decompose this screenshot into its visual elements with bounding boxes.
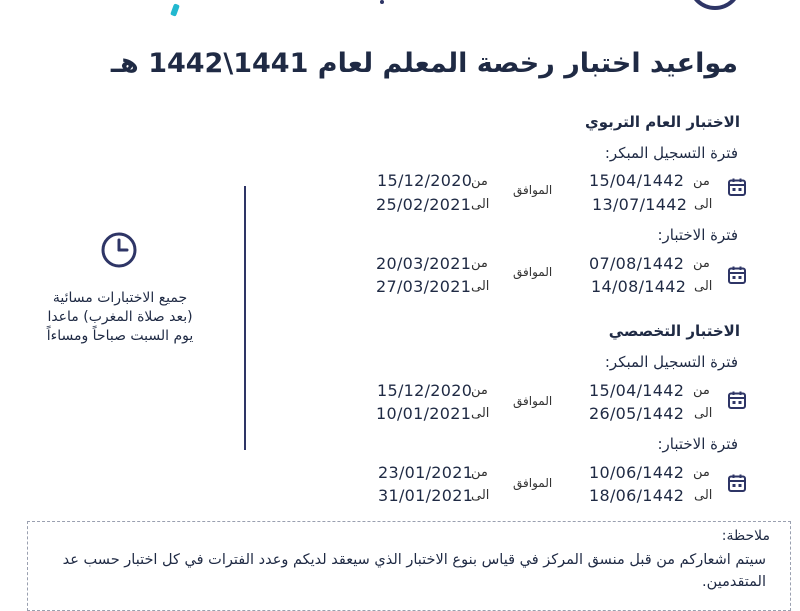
hijri-to: 13/07/1442 (592, 195, 688, 214)
hijri-to: 26/05/1442 (589, 404, 685, 423)
page-title: مواعيد اختبار رخصة المعلم لعام 1441\1442 هـ (110, 48, 738, 79)
greg-to: 10/01/2021 (376, 404, 472, 423)
greg-to: 31/01/2021 (378, 486, 474, 505)
greg-from: 20/03/2021 (376, 254, 472, 273)
greg-to: 25/02/2021 (376, 195, 472, 214)
from-label: من (471, 383, 488, 398)
evening-note (10, 289, 230, 346)
section-title-general: الاختبار العام التربوي (585, 113, 740, 131)
from-label: من (471, 174, 488, 189)
hijri-from: 10/06/1442 (589, 463, 685, 482)
match-label: الموافق (513, 476, 553, 490)
from-label: من (471, 465, 488, 480)
clock-icon (100, 231, 138, 269)
greg-from: 23/01/2021 (378, 463, 474, 482)
decor-dot (380, 0, 384, 4)
calendar-icon (727, 390, 747, 410)
from-label: من (471, 256, 488, 271)
to-label: الى (694, 197, 713, 212)
to-label: الى (471, 406, 490, 421)
logo-fragment (688, 0, 742, 10)
from-label: من (693, 174, 710, 189)
greg-from: 15/12/2020 (377, 381, 473, 400)
match-label: الموافق (513, 394, 553, 408)
hijri-from: 07/08/1442 (589, 254, 685, 273)
period-title: فترة الاختبار: (657, 435, 738, 453)
vertical-divider (244, 186, 246, 450)
accent-mark (170, 3, 180, 16)
hijri-to: 18/06/1442 (589, 486, 685, 505)
match-label: الموافق (513, 183, 553, 197)
hijri-to: 14/08/1442 (591, 277, 687, 296)
note-text: سيتم اشعاركم من قبل منسق المركز في قياس بنوع الاختبار الذي سيعقد لديكم وعدد الفترات في كل اختبار حسب عد المتقدمين. (62, 552, 766, 590)
to-label: الى (694, 279, 713, 294)
from-label: من (693, 256, 710, 271)
to-label: الى (694, 406, 713, 421)
from-label: من (693, 383, 710, 398)
greg-to: 27/03/2021 (376, 277, 472, 296)
from-label: من (693, 465, 710, 480)
greg-from: 15/12/2020 (377, 171, 473, 190)
evening-note-line: جميع الاختبارات مسائية (52, 290, 188, 306)
section-title-specialized: الاختبار التخصصي (608, 322, 740, 340)
calendar-icon (727, 177, 747, 197)
period-title: فترة التسجيل المبكر: (604, 144, 738, 162)
to-label: الى (471, 488, 490, 503)
hijri-from: 15/04/1442 (589, 381, 685, 400)
calendar-icon (727, 473, 747, 493)
evening-note-line: يوم السبت صباحاً ومساءاً (46, 328, 194, 344)
hijri-from: 15/04/1442 (589, 171, 685, 190)
note-title: ملاحظة: (721, 528, 770, 544)
period-title: فترة التسجيل المبكر: (604, 353, 738, 371)
evening-note-line: (بعد صلاة المغرب) ماعدا (47, 309, 193, 325)
to-label: الى (471, 279, 490, 294)
to-label: الى (694, 488, 713, 503)
period-title: فترة الاختبار: (657, 226, 738, 244)
to-label: الى (471, 197, 490, 212)
calendar-icon (727, 265, 747, 285)
match-label: الموافق (513, 265, 553, 279)
